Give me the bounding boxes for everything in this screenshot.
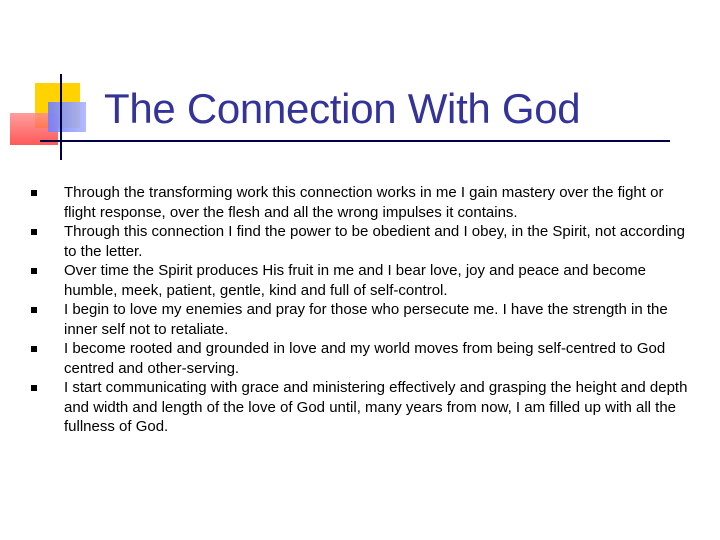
bullet-item — [28, 300, 688, 339]
decorative-vertical-rule — [60, 74, 62, 160]
bullet-item — [28, 378, 688, 437]
bullet-item — [28, 339, 688, 378]
bullet-text: Through this connection I find the power to be obedient and I obey, in the Spirit, not according to the letter. — [64, 223, 685, 260]
bullet-text: Through the transforming work this connection works in me I gain mastery over the fight or flight response, over the flesh and all the wrong impulses it contains. — [64, 184, 664, 221]
bullet-text: I begin to love my enemies and pray for those who persecute me. I have the strength in the inner self not to retaliate. — [64, 301, 668, 338]
decorative-blue-square — [48, 102, 86, 132]
title-underline-rule — [40, 140, 670, 142]
bullet-text: I become rooted and grounded in love and my world moves from being self-centred to God centred and other-serving. — [64, 340, 666, 377]
bullet-item — [28, 183, 688, 222]
square-bullet-icon — [31, 229, 37, 235]
square-bullet-icon — [31, 307, 37, 313]
bullet-text: I start communicating with grace and ministering effectively and grasping the height and depth and width and length of the love of God until, many years from now, I am filled up with all the fullness of God. — [64, 379, 688, 435]
bullet-text: Over time the Spirit produces His fruit in me and I bear love, joy and peace and become humble, meek, patient, gentle, kind and full of self-control. — [64, 262, 646, 299]
square-bullet-icon — [31, 190, 37, 196]
square-bullet-icon — [31, 385, 37, 391]
bullet-item — [28, 222, 688, 261]
square-bullet-icon — [31, 268, 37, 274]
bullet-item — [28, 261, 688, 300]
square-bullet-icon — [31, 346, 37, 352]
bullet-list — [28, 183, 688, 437]
slide-title: The Connection With God — [104, 85, 581, 132]
